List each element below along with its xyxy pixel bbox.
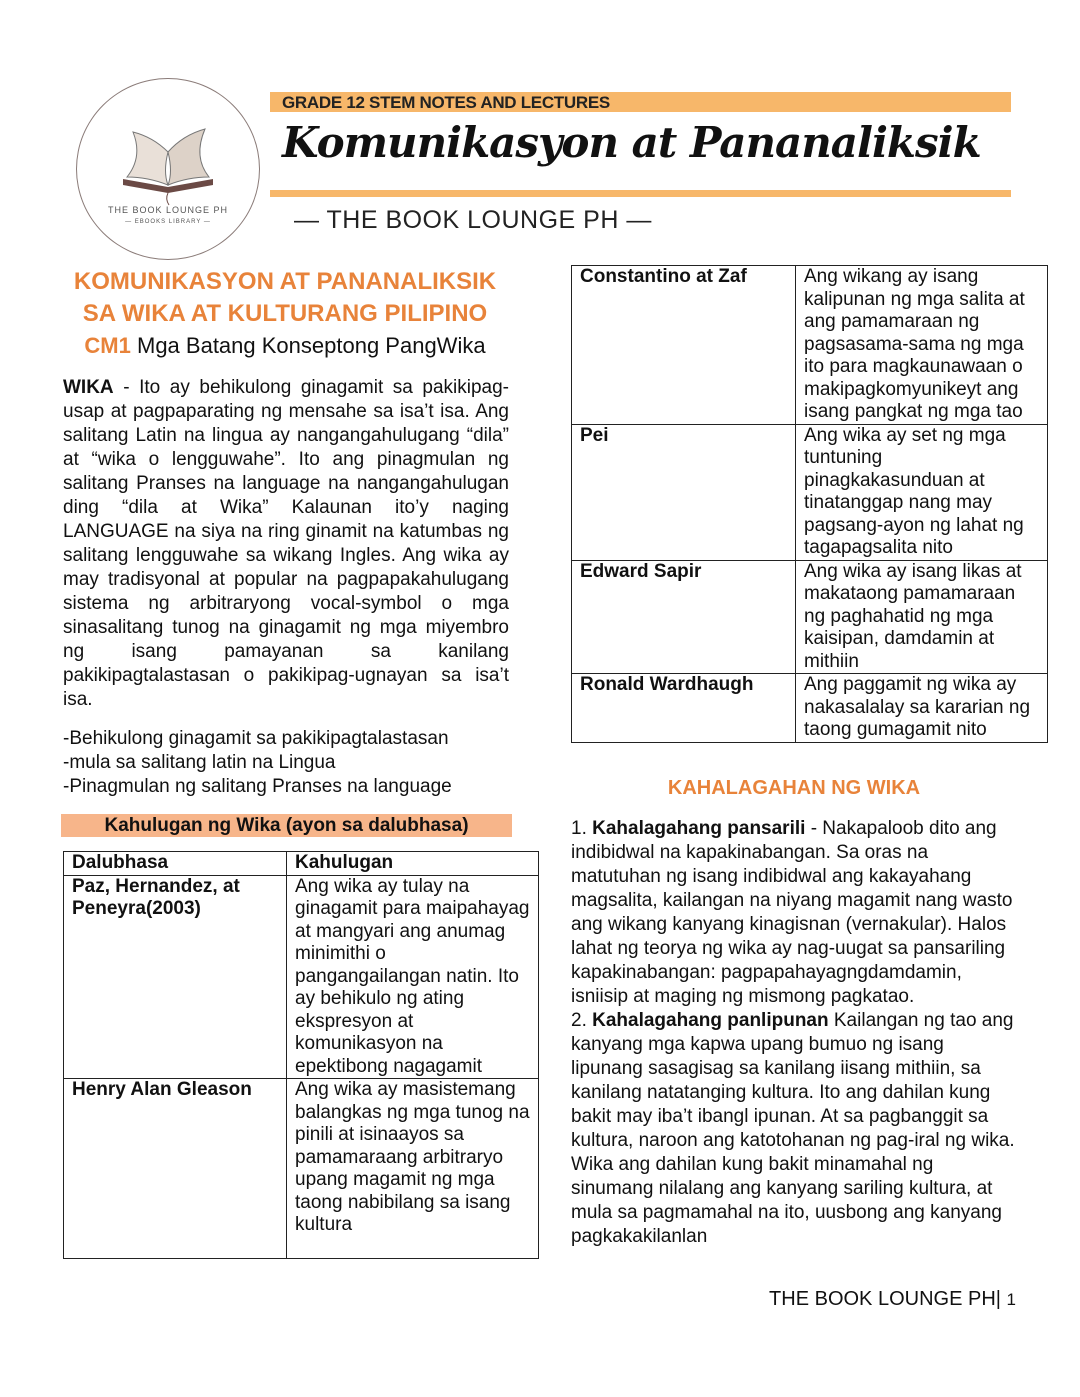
list-item [571, 1009, 1019, 1249]
footer-text: THE BOOK LOUNGE PH [769, 1288, 996, 1310]
definitions-table-left [63, 851, 539, 1259]
bullet-list [63, 727, 523, 799]
table-row [572, 424, 1048, 560]
list-item: -Pinagmulan ng salitang Pranses na language [63, 776, 452, 797]
wika-text: - Ito ay behikulong ginagamit sa pakikipag-usap at pagpaparating ng mensahe sa isa’t isa. Ang salitang Latin na lingua ay nangangahulugang “dila” at “wika o lengguwahe”. Ito ang pinagmulan ng salitang Pranses na language na nangangahulugan ding “dila at Wika” Kalaunan ito’y naging LANGUAGE na siya na ring ginamit na katumbas ng salitang lengguwahe sa wikang Ingles. Ang wika ay may tradisyonal at popular na pagpapakahulugang sistema ng arbitraryong vocal-symbol o mga sinasalitang tunog na ginagamit ng mga miyembro ng isang pamayanan sa kanilang pakikipagtalastasan o pakikipag-ugnayan sa isa’t isa. [63, 377, 509, 710]
table-row [572, 560, 1048, 674]
script-title: Komunikasyon at Pananaliksik [282, 118, 981, 167]
cm-heading [60, 333, 510, 359]
footer [700, 1288, 1016, 1311]
header-cell: Kahulugan [287, 852, 539, 876]
table-header-row [64, 852, 539, 876]
item-term: Kahalagahang pansarili [592, 818, 806, 839]
table-row [572, 674, 1048, 743]
name-cell: Constantino at Zaf [572, 266, 796, 425]
table-row [64, 1079, 539, 1259]
logo-subtext: — EBOOKS LIBRARY — [125, 219, 211, 225]
title-line-1: KOMUNIKASYON AT PANANALIKSIK [73, 268, 497, 295]
meaning-cell: Ang paggamit ng wika ay nakasalalay sa kararian ng taong gumagamit nito [796, 674, 1048, 743]
name-cell: Edward Sapir [572, 560, 796, 674]
importance-list [571, 817, 1019, 1249]
item-text: - Nakapaloob dito ang indibidwal na kapakinabangan. Sa oras na matutuhan ng isang indibidwal ang kakayahang magsalita, kailangan na niyang magamit nang wasto ang wikang kanyang kinagisnan (vernakular). Halos lahat ng teorya ng wika ay nag-uugat sa pansariling kapakinabangan: pagpapahayagngdamdamin, isniisip at maging ng mismong pagkatao. [571, 818, 1013, 1007]
definitions-table-right [571, 265, 1048, 743]
meaning-cell: Ang wika ay tulay na ginagamit para maipahayag at mangyari ang anumag minimithi o pangangailangan natin. Ito ay behikulo ng ating ekspresyon at komunikasyon na epektibong nagagamit [287, 875, 539, 1079]
banner [270, 92, 1011, 112]
logo [76, 78, 260, 260]
divider [270, 190, 1011, 197]
list-item: -Behikulong ginagamit sa pakikipagtalastasan [63, 728, 449, 749]
table-heading: Kahulugan ng Wika (ayon sa dalubhasa) [61, 814, 512, 837]
open-book-icon [113, 117, 223, 207]
name-cell: Henry Alan Gleason [64, 1079, 287, 1259]
item-number: 1. [571, 818, 593, 839]
meaning-cell: Ang wika ay masistemang balangkas ng mga tunog na pinili at isinaayos sa pamamaraang arbitraryo upang magamit ng mga taong nabibilang sa isang kultura [287, 1079, 539, 1259]
list-item [571, 817, 1019, 1009]
page-number: 1 [1006, 1290, 1016, 1309]
item-term: Kahalagahang panlipunan [592, 1010, 829, 1031]
meaning-cell: Ang wika ay isang likas at makataong pamamaraan ng paghahatid ng mga kaisipan, damdamin at mithiin [796, 560, 1048, 674]
item-text: Kailangan ng tao ang kanyang mga kapwa upang bumuo ng isang lipunang sasagisag sa kanilang iisang mithiin, sa kanilang natatanging kultura. Ito ang dahilan kung bakit may iba’t ibangl ipunan. At sa pagbanggit sa kultura, naroon ang katotohanan ng pag-iral ng wika. Wika ang dahilan kung bakit minamahal ng sinumang nilalang ang kanyang sariling kultura, at mula sa pagmamahal na ito, uusbong ang kanyang pagkakakilanlan [571, 1010, 1015, 1247]
footer-separator: | [995, 1288, 1007, 1310]
item-number: 2. [571, 1010, 593, 1031]
name-cell: Pei [572, 424, 796, 560]
meaning-cell: Ang wika ay set ng mga tuntuning pinagkakasunduan at tinatanggap nang may pagsang-ayon ng lahat ng tagapagsalita nito [796, 424, 1048, 560]
logo-text: THE BOOK LOUNGE PH [107, 205, 229, 215]
meaning-cell: Ang wikang ay isang kalipunan ng mga salita at ang pamamaraan ng pagsasama-sama ng mga ito para magkaunawaan o makipagkomyunikeyt ang isang pangkat ng mga tao [796, 266, 1048, 425]
name-cell: Paz, Hernandez, at Peneyra(2003) [64, 875, 287, 1079]
section-title: KAHALAGAHAN NG WIKA [667, 777, 921, 799]
table-row [572, 266, 1048, 425]
wika-term: WIKA [63, 377, 114, 398]
name-cell: Ronald Wardhaugh [572, 674, 796, 743]
banner-text: GRADE 12 STEM NOTES AND LECTURES [282, 93, 610, 112]
cm-label: CM1 [84, 333, 131, 358]
header-cell: Dalubhasa [64, 852, 287, 876]
list-item: -mula sa salitang latin na Lingua [63, 752, 336, 773]
cm-title: Mga Batang Konseptong PangWika [137, 333, 486, 358]
title-line-2: SA WIKA AT KULTURANG PILIPINO [82, 300, 488, 327]
table-row [64, 875, 539, 1079]
subtitle: — THE BOOK LOUNGE PH — [294, 206, 652, 234]
wika-definition [63, 376, 509, 712]
